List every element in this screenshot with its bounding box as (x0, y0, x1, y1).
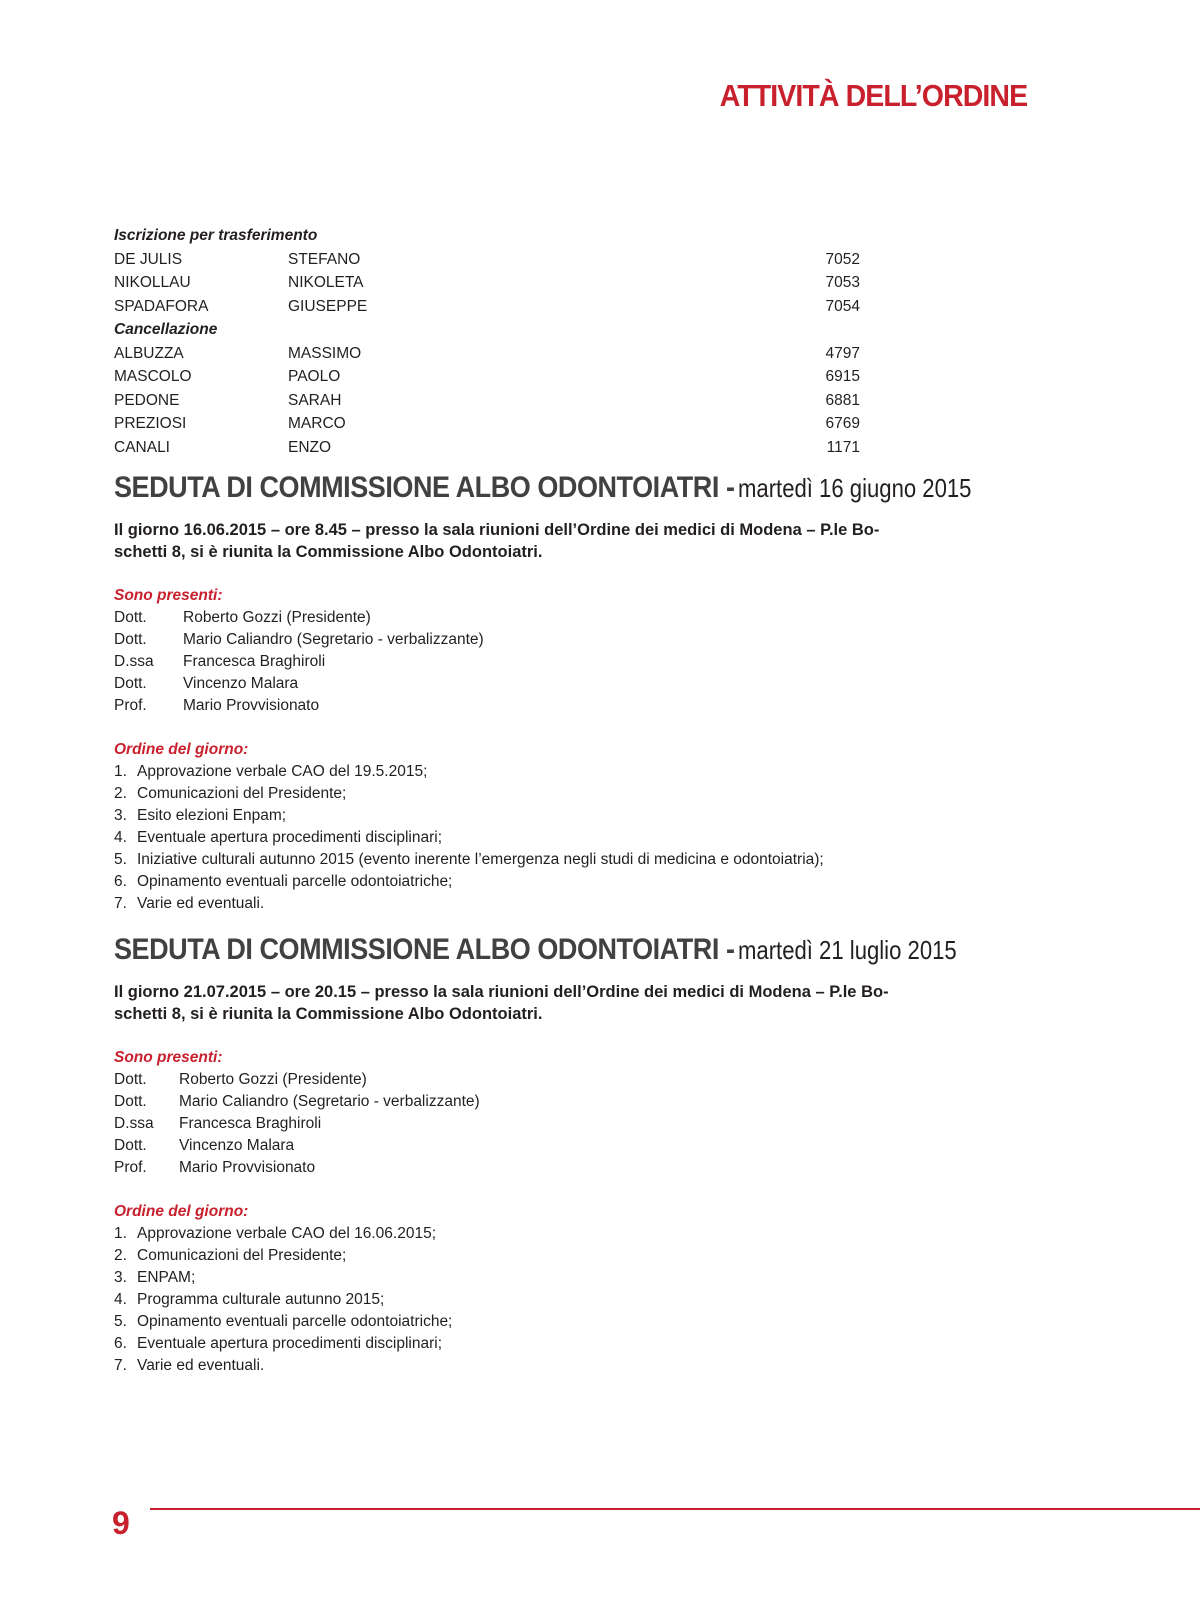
list-item (114, 1355, 1034, 1377)
person-name: Vincenzo Malara (183, 675, 299, 692)
page-number: 9 (112, 1505, 130, 1541)
item-number: 4. (114, 1291, 127, 1308)
number-cell: 7054 (825, 297, 860, 315)
item-text: Opinamento eventuali parcelle odontoiatriche; (137, 873, 453, 890)
item-text: Approvazione verbale CAO del 19.5.2015; (137, 763, 428, 780)
name-cell: MASSIMO (288, 344, 362, 362)
seduta-heading (114, 933, 1034, 967)
item-text: Comunicazioni del Presidente; (137, 785, 347, 802)
ordine-label: Ordine del giorno: (114, 1203, 249, 1220)
item-number: 2. (114, 785, 127, 802)
table-row (114, 342, 1034, 366)
surname-cell: CANALI (114, 438, 170, 456)
surname-cell: ALBUZZA (114, 344, 184, 362)
number-cell: 1171 (826, 438, 860, 456)
seduta-section-1 (114, 471, 1034, 915)
person-name: Mario Caliandro (Segretario - verbalizzante) (179, 1093, 480, 1110)
list-item (114, 805, 1034, 827)
seduta-intro-line: schetti 8, si è riunita la Commissione Albo Odontoiatri. (114, 1005, 543, 1023)
list-item (114, 1113, 1034, 1135)
item-text: Esito elezioni Enpam; (137, 807, 287, 824)
ordine-block (114, 1201, 1034, 1377)
table-row (114, 412, 1034, 436)
list-item (114, 761, 1034, 783)
person-title: Dott. (114, 675, 147, 692)
list-item (114, 1289, 1034, 1311)
number-cell: 4797 (825, 344, 860, 362)
person-title: Dott. (114, 1093, 147, 1110)
item-text: Varie ed eventuali. (137, 895, 265, 912)
item-number: 3. (114, 1269, 127, 1286)
trasferimento-section (114, 224, 1034, 318)
surname-cell: NIKOLLAU (114, 274, 191, 291)
item-text: Iniziative culturali autunno 2015 (evento inerente l’emergenza negli studi di medicina e odontoiatria); (137, 851, 824, 868)
surname-cell: PREZIOSI (114, 415, 187, 432)
page-content (114, 224, 1034, 1377)
number-cell: 7052 (825, 250, 860, 268)
table-row (114, 389, 1034, 413)
seduta-intro (114, 981, 1034, 1025)
list-item (114, 1311, 1034, 1333)
person-name: Vincenzo Malara (179, 1137, 295, 1154)
name-cell: MARCO (288, 415, 346, 432)
item-text: Comunicazioni del Presidente; (137, 1247, 347, 1264)
table-row (114, 295, 1034, 319)
list-item (114, 1091, 1034, 1113)
person-title: D.ssa (114, 1115, 154, 1132)
person-name: Mario Provvisionato (183, 697, 320, 714)
person-title: Prof. (114, 697, 147, 714)
item-number: 7. (114, 895, 127, 912)
table-row (114, 248, 1034, 272)
list-item (114, 1245, 1034, 1267)
item-text: Approvazione verbale CAO del 16.06.2015; (137, 1225, 437, 1242)
list-item (114, 1157, 1034, 1179)
person-title: Dott. (114, 1071, 147, 1088)
list-item (114, 849, 1034, 871)
person-title: D.ssa (114, 653, 154, 670)
seduta-heading-title: SEDUTA DI COMMISSIONE ALBO ODONTOIATRI - (114, 471, 735, 504)
presenti-label: Sono presenti: (114, 587, 223, 604)
list-item (114, 1267, 1034, 1289)
list-item (114, 1069, 1034, 1091)
cancellazione-label: Cancellazione (114, 321, 218, 338)
item-text: ENPAM; (137, 1269, 196, 1286)
name-cell: NIKOLETA (288, 274, 364, 291)
person-name: Mario Caliandro (Segretario - verbalizzante) (183, 631, 484, 648)
cancellazione-section (114, 318, 1034, 459)
number-cell: 6769 (825, 415, 860, 432)
list-item (114, 783, 1034, 805)
table-row (114, 436, 1034, 460)
item-number: 1. (114, 1225, 127, 1242)
list-item (114, 695, 1034, 717)
ordine-label: Ordine del giorno: (114, 741, 249, 758)
item-text: Eventuale apertura procedimenti disciplinari; (137, 1335, 442, 1352)
list-item (114, 827, 1034, 849)
page-header-title: ATTIVITÀ DELL’ORDINE (719, 78, 1027, 113)
item-number: 5. (114, 851, 127, 868)
list-item (114, 673, 1034, 695)
person-name: Francesca Braghiroli (183, 653, 326, 670)
list-item (114, 1223, 1034, 1245)
list-item (114, 607, 1034, 629)
person-name: Roberto Gozzi (Presidente) (183, 609, 371, 626)
seduta-heading-title: SEDUTA DI COMMISSIONE ALBO ODONTOIATRI - (114, 933, 735, 966)
seduta-heading (114, 471, 1034, 505)
person-title: Dott. (114, 631, 147, 648)
surname-cell: MASCOLO (114, 368, 192, 385)
seduta-heading-date: martedì 16 giugno 2015 (737, 473, 972, 503)
item-text: Varie ed eventuali. (137, 1357, 265, 1374)
item-number: 5. (114, 1313, 127, 1330)
person-name: Francesca Braghiroli (179, 1115, 322, 1132)
seduta-heading-date: martedì 21 luglio 2015 (737, 935, 957, 965)
seduta-intro (114, 519, 1034, 563)
item-number: 6. (114, 873, 127, 890)
item-number: 6. (114, 1335, 127, 1352)
person-title: Prof. (114, 1159, 147, 1176)
name-cell: PAOLO (288, 368, 341, 385)
name-cell: STEFANO (288, 250, 361, 268)
item-number: 2. (114, 1247, 127, 1264)
presenti-label: Sono presenti: (114, 1049, 223, 1066)
name-cell: SARAH (288, 391, 342, 409)
list-item (114, 871, 1034, 893)
ordine-list (114, 761, 1034, 915)
list-item (114, 651, 1034, 673)
item-number: 4. (114, 829, 127, 846)
number-cell: 6881 (825, 391, 860, 409)
person-title: Dott. (114, 609, 147, 626)
name-cell: ENZO (288, 438, 332, 456)
surname-cell: DE JULIS (114, 250, 183, 268)
footer-divider (150, 1508, 1200, 1510)
seduta-intro-line: Il giorno 16.06.2015 – ore 8.45 – presso la sala riunioni dell’Ordine dei medici di Modena – P.le Bo- (114, 521, 880, 539)
seduta-intro-line: Il giorno 21.07.2015 – ore 20.15 – presso la sala riunioni dell’Ordine dei medici di Modena – P.le Bo- (114, 983, 889, 1001)
list-item (114, 629, 1034, 651)
trasferimento-label: Iscrizione per trasferimento (114, 227, 318, 244)
person-title: Dott. (114, 1137, 147, 1154)
name-cell: GIUSEPPE (288, 297, 368, 315)
table-row (114, 271, 1034, 295)
number-cell: 6915 (825, 368, 860, 385)
item-text: Opinamento eventuali parcelle odontoiatriche; (137, 1313, 453, 1330)
ordine-list (114, 1223, 1034, 1377)
item-text: Programma culturale autunno 2015; (137, 1291, 385, 1308)
seduta-intro-line: schetti 8, si è riunita la Commissione Albo Odontoiatri. (114, 543, 543, 561)
person-name: Mario Provvisionato (179, 1159, 316, 1176)
surname-cell: SPADAFORA (114, 297, 209, 315)
item-number: 7. (114, 1357, 127, 1374)
surname-cell: PEDONE (114, 391, 180, 409)
ordine-block (114, 739, 1034, 915)
presenti-block (114, 1047, 1034, 1179)
item-text: Eventuale apertura procedimenti disciplinari; (137, 829, 442, 846)
number-cell: 7053 (825, 274, 860, 291)
item-number: 1. (114, 763, 127, 780)
item-number: 3. (114, 807, 127, 824)
seduta-section-2 (114, 933, 1034, 1377)
person-name: Roberto Gozzi (Presidente) (179, 1071, 367, 1088)
list-item (114, 893, 1034, 915)
table-row (114, 365, 1034, 389)
list-item (114, 1135, 1034, 1157)
list-item (114, 1333, 1034, 1355)
presenti-block (114, 585, 1034, 717)
